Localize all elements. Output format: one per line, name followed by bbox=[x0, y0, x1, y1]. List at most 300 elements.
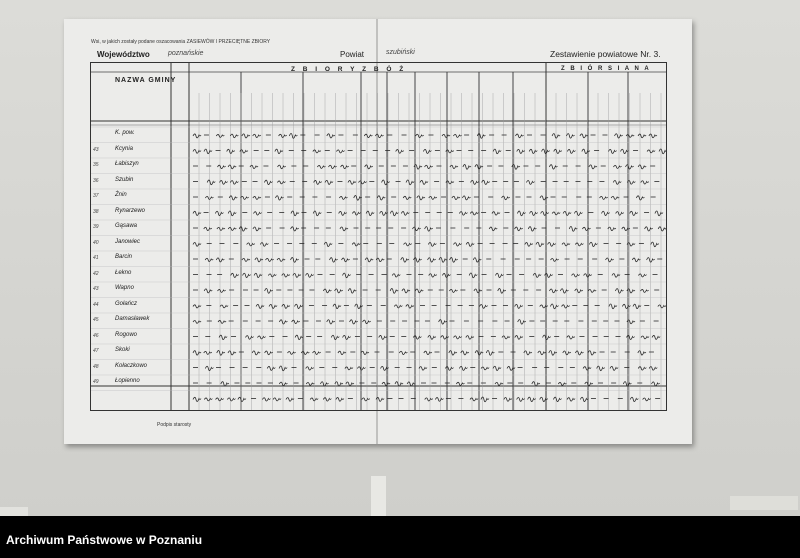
gmina-name: Barcin bbox=[115, 254, 133, 260]
handwritten-entry bbox=[348, 181, 356, 185]
handwritten-entry bbox=[401, 258, 409, 262]
handwritten-entry bbox=[615, 134, 623, 138]
handwritten-entry bbox=[253, 196, 261, 199]
handwritten-entry bbox=[502, 196, 510, 200]
handwritten-entry bbox=[253, 212, 261, 215]
handwritten-entry bbox=[313, 150, 321, 153]
handwritten-entry bbox=[325, 180, 333, 184]
handwritten-entry bbox=[424, 351, 432, 354]
handwritten-entry bbox=[612, 274, 620, 278]
handwritten-entry bbox=[217, 227, 225, 230]
handwritten-entry bbox=[574, 211, 582, 215]
handwritten-entry bbox=[242, 134, 250, 138]
handwritten-entry bbox=[219, 335, 227, 339]
handwritten-entry bbox=[470, 398, 478, 401]
handwritten-entry bbox=[218, 320, 226, 323]
handwritten-entry bbox=[453, 134, 461, 137]
handwritten-entry bbox=[480, 304, 488, 308]
handwritten-entry bbox=[230, 181, 238, 184]
handwritten-entry bbox=[580, 397, 588, 401]
handwritten-entry bbox=[417, 196, 425, 200]
handwritten-entry bbox=[291, 258, 299, 263]
handwritten-entry bbox=[420, 180, 428, 184]
handwritten-entry bbox=[517, 211, 525, 216]
handwritten-entry bbox=[415, 289, 423, 293]
handwritten-entry bbox=[630, 211, 638, 215]
handwritten-entry bbox=[292, 320, 300, 323]
row-number: 42 bbox=[93, 270, 99, 277]
handwritten-entry bbox=[453, 243, 461, 246]
handwritten-entry bbox=[473, 258, 481, 262]
handwritten-entry bbox=[439, 258, 447, 263]
table-grid bbox=[91, 63, 666, 410]
handwritten-entry bbox=[525, 243, 533, 247]
handwritten-entry bbox=[253, 134, 261, 137]
gmina-name: Gąsawa bbox=[115, 223, 138, 229]
handwritten-entry bbox=[204, 289, 212, 293]
handwritten-entry bbox=[529, 149, 537, 153]
handwritten-entry bbox=[549, 289, 557, 293]
handwritten-entry bbox=[230, 134, 238, 138]
handwritten-entry bbox=[588, 351, 596, 355]
handwritten-entry bbox=[193, 242, 201, 246]
handwritten-entry bbox=[588, 289, 596, 292]
handwritten-entry bbox=[638, 351, 646, 355]
handwritten-entry bbox=[419, 367, 427, 370]
handwritten-entry bbox=[517, 149, 525, 153]
handwritten-entry bbox=[610, 366, 618, 370]
handwritten-entry bbox=[239, 227, 247, 231]
row-number: 35 bbox=[93, 162, 99, 168]
handwritten-entry bbox=[575, 289, 583, 293]
row-number: 39 bbox=[93, 224, 99, 230]
handwritten-entry bbox=[279, 134, 287, 137]
handwritten-entry bbox=[600, 196, 608, 199]
handwritten-entry bbox=[363, 320, 371, 323]
archive-name: Archiwum Państwowe w Poznaniu bbox=[6, 533, 203, 547]
handwritten-entry bbox=[256, 304, 264, 308]
tape-strip bbox=[371, 476, 386, 516]
row-number: 45 bbox=[93, 317, 99, 323]
handwritten-entry bbox=[406, 180, 414, 185]
handwritten-entry bbox=[652, 382, 660, 386]
handwritten-entry bbox=[342, 258, 350, 262]
gmina-name: Łopienno bbox=[115, 378, 140, 384]
handwritten-entry bbox=[267, 366, 275, 370]
handwritten-entry bbox=[193, 305, 201, 308]
handwritten-entry bbox=[216, 134, 224, 137]
handwritten-entry bbox=[428, 258, 436, 262]
handwritten-entry bbox=[193, 320, 201, 323]
handwritten-entry bbox=[333, 304, 341, 308]
handwritten-entry bbox=[567, 336, 575, 339]
handwritten-entry bbox=[621, 149, 629, 153]
handwritten-entry bbox=[459, 212, 467, 215]
handwritten-entry bbox=[336, 398, 344, 402]
handwritten-entry bbox=[260, 243, 268, 247]
handwritten-entry bbox=[338, 351, 346, 354]
row-number: 44 bbox=[93, 301, 99, 308]
handwritten-entry bbox=[589, 165, 597, 169]
handwritten-entry bbox=[548, 243, 556, 247]
handwritten-entry bbox=[242, 258, 250, 261]
handwritten-entry bbox=[264, 180, 272, 184]
handwritten-entry bbox=[327, 134, 335, 138]
handwritten-entry bbox=[323, 289, 331, 293]
handwritten-entry bbox=[428, 243, 436, 247]
row-number: 43 bbox=[93, 286, 99, 292]
handwritten-entry bbox=[254, 273, 262, 277]
handwritten-entry bbox=[339, 211, 347, 215]
handwritten-entry bbox=[425, 398, 433, 401]
header-note: Wsi, w jakich zostały podane oszacowania ZASIEWÓW I PRZECIĘTNE ZBIORY bbox=[91, 39, 271, 45]
handwritten-entry bbox=[247, 243, 255, 246]
handwritten-entry bbox=[253, 227, 261, 231]
handwritten-entry bbox=[324, 242, 332, 246]
handwritten-entry bbox=[273, 398, 281, 401]
gmina-name: Kcynia bbox=[115, 145, 134, 152]
wojewodztwo-label: Województwo bbox=[97, 50, 150, 59]
handwritten-entry bbox=[412, 227, 420, 230]
handwritten-entry bbox=[608, 149, 616, 153]
handwritten-entry bbox=[540, 397, 548, 401]
handwritten-entry bbox=[390, 289, 398, 294]
handwritten-entry bbox=[558, 382, 566, 385]
handwritten-entry bbox=[193, 211, 201, 215]
document-sheet bbox=[64, 19, 692, 444]
handwritten-entry bbox=[615, 289, 623, 294]
handwritten-entry bbox=[392, 274, 400, 277]
handwritten-entry bbox=[466, 336, 474, 340]
handwritten-entry bbox=[449, 351, 457, 355]
handwritten-entry bbox=[413, 336, 421, 339]
handwritten-entry bbox=[526, 180, 534, 184]
handwritten-entry bbox=[572, 274, 580, 277]
row-number: 37 bbox=[93, 193, 99, 199]
handwritten-entry bbox=[575, 351, 583, 355]
name-column-header: NAZWA GMINY bbox=[115, 77, 177, 84]
handwritten-entry bbox=[456, 382, 464, 385]
handwritten-entry bbox=[532, 382, 540, 386]
handwritten-entry bbox=[461, 351, 469, 355]
handwritten-entry bbox=[566, 134, 574, 138]
handwritten-entry bbox=[193, 150, 201, 154]
handwritten-entry bbox=[638, 274, 646, 277]
handwritten-entry bbox=[364, 134, 372, 137]
handwritten-entry bbox=[474, 289, 482, 293]
handwritten-entry bbox=[441, 336, 449, 339]
handwritten-entry bbox=[320, 382, 328, 386]
handwritten-entry bbox=[193, 397, 201, 401]
row-number: 36 bbox=[93, 177, 99, 184]
handwritten-entry bbox=[227, 398, 235, 401]
handwritten-entry bbox=[352, 243, 360, 246]
handwritten-entry bbox=[314, 180, 322, 184]
handwritten-entry bbox=[228, 211, 236, 216]
gmina-name: Kołaczkowo bbox=[115, 362, 148, 369]
gmina-name: K. pow. bbox=[115, 130, 135, 136]
row-number: 41 bbox=[93, 255, 99, 261]
handwritten-entry bbox=[295, 335, 303, 339]
handwritten-entry bbox=[562, 243, 570, 246]
handwritten-entry bbox=[633, 304, 641, 308]
handwritten-entry bbox=[609, 304, 617, 309]
handwritten-entry bbox=[328, 165, 336, 168]
handwritten-entry bbox=[362, 398, 370, 401]
handwritten-entry bbox=[549, 351, 557, 356]
handwritten-entry bbox=[207, 180, 215, 185]
handwritten-entry bbox=[306, 382, 314, 385]
handwritten-entry bbox=[638, 367, 646, 370]
handwritten-entry bbox=[228, 165, 236, 169]
handwritten-entry bbox=[306, 274, 314, 278]
gmina-name: Gołańcz bbox=[115, 300, 138, 307]
gmina-name: Rynarzewo bbox=[115, 207, 146, 214]
handwritten-entry bbox=[541, 211, 549, 215]
handwritten-entry bbox=[262, 398, 270, 401]
handwritten-entry bbox=[495, 382, 503, 385]
handwritten-entry bbox=[329, 258, 337, 262]
gmina-name: Łabiszyn bbox=[115, 161, 139, 167]
handwritten-entry bbox=[469, 273, 477, 278]
signature-label: Podpis starosty bbox=[157, 422, 192, 428]
handwritten-entry bbox=[515, 336, 523, 340]
handwritten-entry bbox=[435, 398, 443, 402]
handwritten-entry bbox=[466, 242, 474, 246]
handwritten-entry bbox=[538, 351, 546, 355]
handwritten-entry bbox=[471, 180, 479, 184]
handwritten-entry bbox=[622, 227, 630, 230]
handwritten-entry bbox=[613, 180, 621, 184]
handwritten-entry bbox=[550, 304, 558, 309]
handwritten-entry bbox=[606, 258, 614, 262]
handwritten-entry bbox=[265, 289, 273, 294]
handwritten-entry bbox=[335, 382, 343, 386]
handwritten-entry bbox=[278, 165, 286, 169]
handwritten-entry bbox=[515, 134, 523, 138]
handwritten-entry bbox=[658, 305, 666, 308]
handwritten-entry bbox=[221, 382, 229, 386]
handwritten-entry bbox=[301, 351, 309, 354]
handwritten-entry bbox=[407, 382, 415, 386]
handwritten-entry bbox=[335, 289, 343, 293]
handwritten-entry bbox=[390, 211, 398, 216]
handwritten-entry bbox=[275, 149, 283, 153]
handwritten-entry bbox=[252, 351, 260, 355]
gmina-name: Rogowo bbox=[115, 331, 138, 338]
handwritten-entry bbox=[366, 211, 374, 215]
handwritten-entry bbox=[638, 134, 646, 138]
handwritten-entry bbox=[402, 289, 410, 293]
handwritten-entry bbox=[442, 134, 450, 137]
handwritten-entry bbox=[463, 165, 471, 170]
handwritten-entry bbox=[331, 335, 339, 339]
handwritten-entry bbox=[255, 258, 263, 262]
handwritten-entry bbox=[554, 149, 562, 153]
handwritten-entry bbox=[553, 397, 561, 401]
handwritten-entry bbox=[228, 351, 236, 355]
handwritten-entry bbox=[504, 398, 512, 402]
handwritten-entry bbox=[275, 196, 283, 200]
handwritten-entry bbox=[575, 243, 583, 246]
handwritten-entry bbox=[470, 212, 478, 215]
handwritten-entry bbox=[627, 181, 635, 184]
handwritten-entry bbox=[611, 196, 619, 199]
handwritten-entry bbox=[563, 351, 571, 355]
row-number: 48 bbox=[93, 363, 99, 370]
handwritten-entry bbox=[243, 273, 251, 277]
handwritten-entry bbox=[310, 398, 318, 401]
handwritten-entry bbox=[238, 397, 246, 401]
handwritten-entry bbox=[376, 397, 384, 401]
handwritten-entry bbox=[659, 149, 666, 154]
hay-header: Z B I Ó R S I A N A bbox=[561, 66, 651, 72]
handwritten-entry bbox=[613, 165, 621, 168]
handwritten-entry bbox=[361, 351, 369, 354]
handwritten-entry bbox=[193, 351, 201, 355]
handwritten-entry bbox=[293, 273, 301, 277]
handwritten-entry bbox=[658, 227, 666, 231]
handwritten-entry bbox=[630, 397, 638, 401]
handwritten-entry bbox=[382, 180, 390, 185]
handwritten-entry bbox=[375, 134, 383, 137]
handwritten-entry bbox=[454, 336, 462, 339]
handwritten-entry bbox=[567, 398, 575, 401]
gmina-name: Skoki bbox=[115, 347, 130, 353]
handwritten-entry bbox=[643, 398, 651, 401]
handwritten-entry bbox=[395, 382, 403, 386]
row-number: 38 bbox=[93, 208, 99, 215]
handwritten-entry bbox=[533, 273, 541, 277]
handwritten-entry bbox=[543, 335, 551, 340]
handwritten-entry bbox=[241, 196, 249, 199]
handwritten-entry bbox=[336, 150, 344, 153]
handwritten-entry bbox=[567, 149, 575, 153]
handwritten-entry bbox=[616, 212, 624, 216]
tape-corner bbox=[730, 496, 798, 510]
handwritten-entry bbox=[219, 181, 227, 185]
handwritten-entry bbox=[382, 382, 390, 385]
handwritten-entry bbox=[462, 196, 470, 200]
row-number: 49 bbox=[93, 379, 99, 385]
row-number: 43 bbox=[93, 146, 99, 153]
handwritten-entry bbox=[582, 227, 590, 230]
gmina-name: Wapno bbox=[115, 285, 134, 291]
powiat-value: szubiński bbox=[386, 49, 415, 56]
handwritten-entry bbox=[204, 351, 212, 354]
handwritten-entry bbox=[291, 227, 299, 231]
handwritten-entry bbox=[348, 289, 356, 293]
handwritten-entry bbox=[645, 227, 653, 231]
handwritten-entry bbox=[459, 366, 467, 370]
handwritten-entry bbox=[340, 227, 348, 231]
handwritten-entry bbox=[216, 258, 224, 262]
handwritten-entry bbox=[428, 335, 436, 339]
handwritten-entry bbox=[295, 304, 303, 308]
handwritten-entry bbox=[268, 274, 276, 277]
handwritten-entry bbox=[287, 351, 295, 354]
handwritten-entry bbox=[477, 134, 485, 139]
handwritten-entry bbox=[528, 397, 536, 401]
handwritten-entry bbox=[638, 165, 646, 169]
handwritten-entry bbox=[204, 227, 212, 230]
handwritten-entry bbox=[493, 149, 501, 154]
harvest-header: Z B I O R Y Z B Ó Ż bbox=[291, 66, 407, 73]
handwritten-entry bbox=[569, 227, 577, 232]
handwritten-entry bbox=[640, 289, 648, 292]
handwritten-entry bbox=[365, 258, 373, 262]
handwritten-entry bbox=[651, 242, 659, 247]
handwritten-entry bbox=[231, 273, 239, 277]
handwritten-entry bbox=[306, 367, 314, 370]
handwritten-entry bbox=[515, 227, 523, 231]
handwritten-entry bbox=[277, 181, 285, 184]
handwritten-entry bbox=[439, 320, 447, 324]
handwritten-entry bbox=[279, 382, 287, 386]
handwritten-entry bbox=[396, 150, 404, 154]
handwritten-entry bbox=[481, 397, 489, 402]
handwritten-entry bbox=[365, 165, 373, 169]
handwritten-entry bbox=[257, 336, 265, 339]
wojewodztwo-value: poznańskie bbox=[168, 50, 204, 57]
handwritten-entry bbox=[317, 165, 325, 168]
handwritten-entry bbox=[482, 180, 490, 184]
handwritten-entry bbox=[623, 382, 631, 386]
handwritten-entry bbox=[215, 211, 223, 215]
data-table bbox=[90, 62, 667, 411]
handwritten-entry bbox=[342, 273, 350, 278]
handwritten-entry bbox=[641, 181, 649, 184]
handwritten-entry bbox=[403, 196, 411, 199]
handwritten-entry bbox=[495, 273, 503, 277]
gmina-name: Janowiec bbox=[115, 238, 141, 245]
handwritten-entry bbox=[425, 227, 433, 232]
row-number: 46 bbox=[93, 332, 99, 339]
tape-left bbox=[0, 507, 28, 516]
handwritten-entry bbox=[401, 212, 409, 216]
handwritten-entry bbox=[502, 336, 510, 339]
gmina-name: Łekno bbox=[115, 269, 132, 276]
gmina-name: Żnin bbox=[115, 192, 127, 198]
document-title: Zestawienie powiatowe Nr. 3. bbox=[550, 49, 661, 59]
handwritten-entry bbox=[204, 398, 212, 401]
handwritten-entry bbox=[530, 211, 538, 215]
handwritten-entry bbox=[498, 289, 506, 294]
handwritten-entry bbox=[563, 211, 571, 215]
handwritten-entry bbox=[394, 305, 402, 308]
handwritten-entry bbox=[540, 196, 548, 200]
handwritten-entry bbox=[216, 398, 224, 401]
handwritten-entry bbox=[524, 351, 532, 355]
handwritten-entry bbox=[217, 351, 225, 356]
handwritten-entry bbox=[636, 196, 644, 200]
handwritten-entry bbox=[399, 351, 407, 354]
handwritten-entry bbox=[589, 242, 597, 246]
handwritten-entry bbox=[341, 165, 349, 168]
handwritten-entry bbox=[269, 304, 277, 308]
handwritten-entry bbox=[442, 273, 450, 277]
handwritten-entry bbox=[515, 304, 523, 308]
handwritten-entry bbox=[626, 134, 634, 137]
handwritten-entry bbox=[517, 397, 525, 401]
handwritten-entry bbox=[655, 211, 663, 216]
handwritten-entry bbox=[608, 227, 616, 230]
handwritten-entry bbox=[245, 336, 253, 340]
handwritten-entry bbox=[652, 335, 660, 339]
handwritten-entry bbox=[218, 165, 226, 168]
gmina-name: Damasławek bbox=[115, 316, 150, 322]
handwritten-entry bbox=[228, 227, 236, 230]
